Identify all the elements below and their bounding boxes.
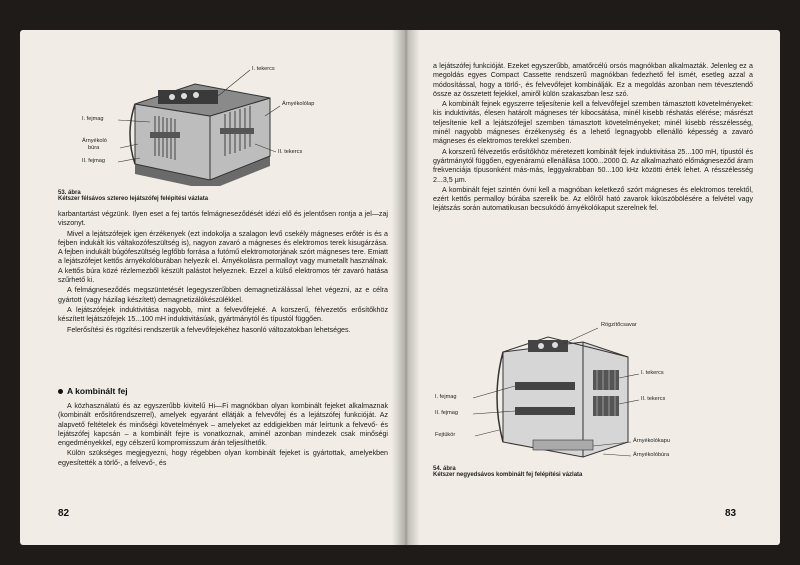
right-page [405,30,780,545]
label-coil-2: II. tekercs [641,396,666,402]
label-screw: Rögzítőcsavar [601,322,637,328]
left-page [20,30,405,545]
figure-54 [433,312,733,462]
label-cup: Árnyékolóbúra [633,452,670,458]
combined-head-diagram [433,312,733,462]
figure-caption: Kétszer félsávos sztereo lejátszófej felépítési vázlata [58,196,209,202]
label-head-1: I. fejmag [82,116,104,122]
figure-number: 53. ábra [58,190,81,196]
bullet-icon [58,389,63,394]
tape-head-diagram [80,56,340,186]
paragraph: A kombinált fejet szintén óvni kell a magnóban keletkező szórt mágneses és elektromos terektől, ezért kettős permalloy búrába szerelik be. Az előlről ható zavarok kiküszöbölésére a felvétel vagy lejátszás során automatikusan becsukódó árnyékolókaput szerelnek fel. [433,185,753,213]
paragraph: Felerősítési és rögzítési rendszerük a felvevőfejekéhez hasonló változatokban lehetséges. [67,325,351,334]
book-gutter [392,30,420,545]
figure-53 [80,56,340,186]
label-coil-2: II. tekercs [278,149,303,155]
left-body-text [58,210,388,336]
figure-53-caption [58,190,388,202]
label-gate: Árnyékolókapu [633,438,671,444]
paragraph: karbantartást végzünk. Ilyen eset a fej tartós felmágneseződését idézi elő és jelentősen rontja a jel—zaj viszonyt. [58,210,388,228]
label-head-1: I. fejmag [435,394,457,400]
page-number-left: 82 [58,508,70,519]
paragraph: Mivel a lejátszófejek igen érzékenyek (ezt indokolja a szalagon levő csekély mágneses erőtér is és a fejben indukált kis váltakozófeszültség is), nagyon zavaró a mágneses és elektromos terek kisugárzása. A fejben indukált búgófeszültség legfőbb forrása a futómű elektromotorjának szórt mágneses tere. Emiatt a lejátszófejet kettős árnyékolóburában helyezik el. Árnyékolásra permalloyt vagy mumetallt használnak. A kettős búra közé rézlemezből készült palástot helyeznek. Ezzel a külső elektromos tér zavaró hatása szűrhető ki. [58,229,388,285]
paragraph: A kombinált fejnek egyszerre teljesítenie kell a felvevőfejjel szemben támasztott követelményeket: kis induktivitás, élesen határolt mágneses tér kibocsátása, minél kisebb réshatás elérése; másrészt teljesítenie kell a lejátszófejjel szemben támasztott követelményeket; minél kisebb résszélesség, minél nagyobb mágneses érzékenység és a lehető legnagyobb ellenálló képesség a zavaró mágneses és elektromos terekkel szemben. [433,100,753,146]
section-title: A kombinált fej [67,386,128,396]
label-shield-plate: Árnyékolólap [282,101,315,107]
paragraph: A felmágneseződés megszüntetését legegyszerűbben demagnetizálással lehet végezni, az e célra gyártott (vagy házilag készített) demagnetizálókészülékkel. [58,286,388,304]
section-heading [58,386,128,396]
paragraph: A közhasználatú és az egyszerűbb kivitelű Hi—Fi magnókban olyan kombinált fejeket alkalmaznak (kombinált erősítőrendszerrel), amelyek egyaránt ellátják a felvevőfej és a lejátszófej funkcióját. Az alapvető feltételek és minőségi követelmények – amelyeket az eddigiekben már leírtunk a felvevő- és lejátszófej kapcsán – a kombinált fejre is vonatkoznak, aminél azonban mindezek csak minőségi engedményekkel, egy célszerű kompromisszum árán teljesíthetők. [58,402,388,448]
figure-54-caption [433,466,753,478]
label-coil-1: I. tekercs [252,66,275,72]
left-section-text [58,402,388,469]
paragraph: a lejátszófej funkcióját. Ezeket egyszerűbb, amatőrcélú orsós magnókban alkalmazták. Jelenleg ez a megoldás egyes Compact Cassette rendszerű magnókban fedezhető fel ismét, esetleg azzal a módosítással, hogy a törlő-, és felvevőfejet kombinálják. Ez a megoldás azonban nem tévesztendő össze az összetett fejekkel, amiről külön szakaszban lesz szó. [433,62,753,98]
label-head-2: II. fejmag [435,410,459,416]
label-coil-1: I. tekercs [641,370,664,376]
paragraph: Külön szükséges megjegyezni, hogy régebben olyan kombinált fejeket is gyártottak, amelyekben egyesítették a törlő-, a felvevő-, és [58,449,388,467]
label-shield-cup-1: Árnyékoló [82,138,107,144]
label-head-2: II. fejmag [82,158,106,164]
figure-number: 54. ábra [433,466,456,472]
right-body-text [433,62,753,215]
label-shield-cup-2: búra [88,145,100,151]
paragraph: A lejátszófejek induktivitása nagyobb, mint a felvevőfejeké. A korszerű, félvezetős erősítőkhöz készített lejátszófejek 15...100 mH induktivitásúak, gyártmánytól és típustól függően. [58,305,388,324]
page-number-right: 83 [725,508,737,519]
figure-caption: Kétszer negyedsávos kombinált fej felépítési vázlata [433,472,583,478]
paragraph: A korszerű félvezetős erősítőkhöz méretezett kombinált fejek induktivitása 25...100 mH, típustól és gyártmánytól függően, egyenáramú ellenállása 1000...2000 Ω. Az alkalmazható előmágneseződ áram frekvenciája típusonként más-más, leggyakrabban 50...100 kHz közötti érték lehet. A résszélesség 2...3,5 µm. [433,147,753,184]
label-mirror: Fejtükör [435,432,456,438]
